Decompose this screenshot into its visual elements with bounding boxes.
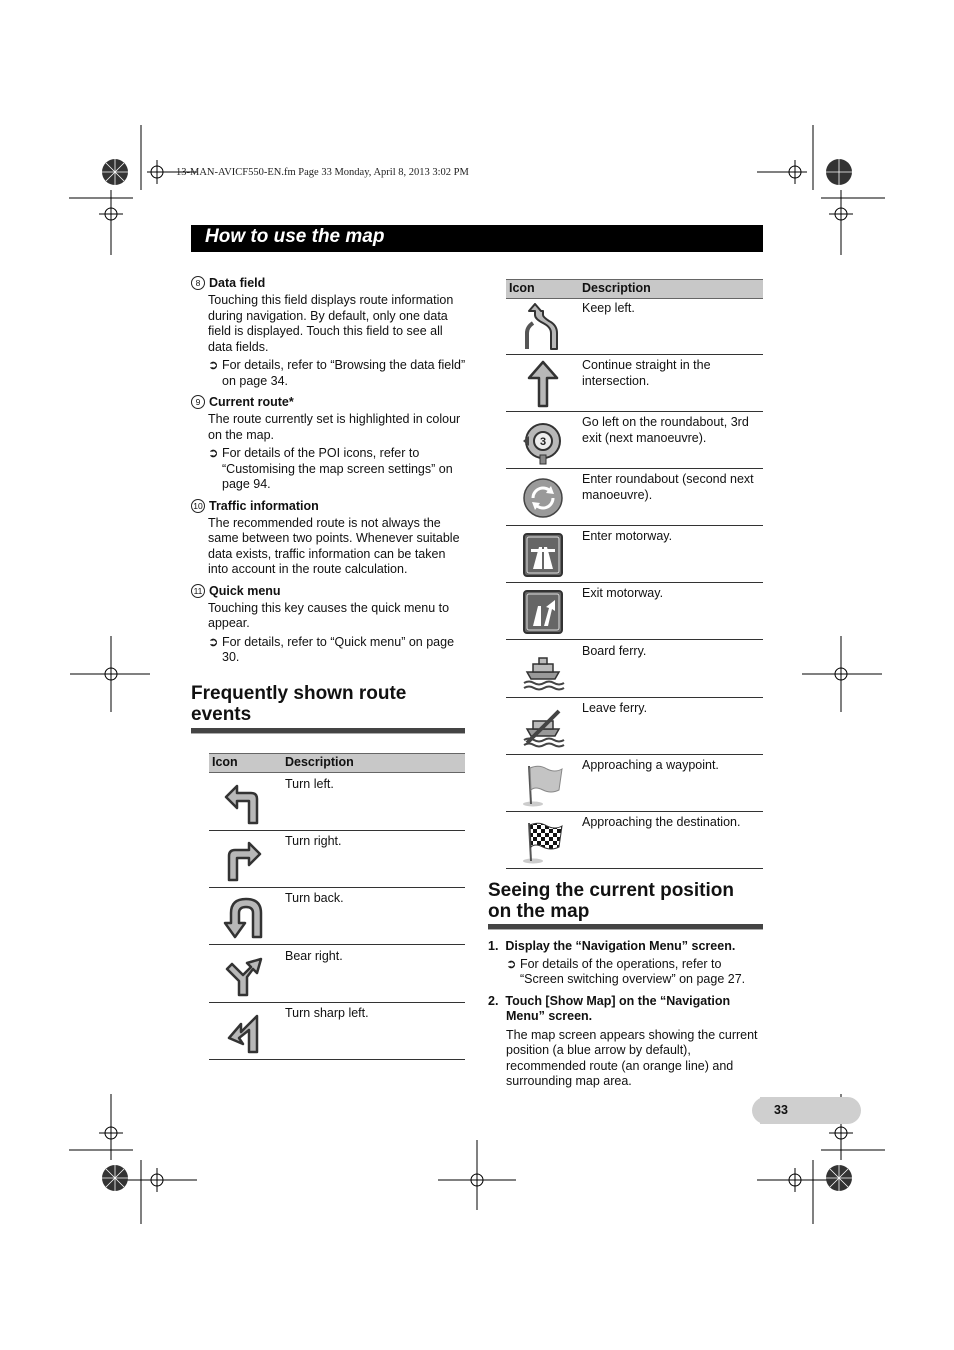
destination-flag-icon bbox=[521, 817, 565, 865]
item-number: 9 bbox=[191, 395, 205, 409]
item-number: 10 bbox=[191, 499, 205, 513]
col-description: Description bbox=[582, 281, 651, 295]
item-number: 11 bbox=[191, 584, 205, 598]
table-row bbox=[506, 526, 763, 582]
table-row bbox=[209, 945, 465, 1002]
col-description: Description bbox=[285, 755, 354, 769]
step-ref: ➲ For details of the operations, refer to “Screen switching overview” on page 27. bbox=[506, 956, 746, 986]
item-quick-menu bbox=[191, 584, 467, 666]
turn-right-icon bbox=[221, 836, 265, 884]
col-icon: Icon bbox=[212, 755, 238, 769]
item-list bbox=[191, 276, 467, 666]
item-text: Touching this field displays route information during navigation. By default, only one data field is displayed. Touch this field to see all data fields. bbox=[208, 293, 454, 354]
row-description: Approaching the destination. bbox=[582, 815, 741, 829]
continue-straight-icon bbox=[521, 360, 565, 408]
row-description: Leave ferry. bbox=[582, 701, 648, 715]
enter-roundabout-icon bbox=[521, 474, 565, 522]
row-description: Go left on the roundabout, 3rd exit (next manoeuvre). bbox=[582, 415, 749, 445]
row-description: Turn back. bbox=[285, 891, 344, 905]
row-description: Bear right. bbox=[285, 949, 343, 963]
steps bbox=[488, 939, 763, 1090]
page-number: 33 bbox=[774, 1103, 788, 1117]
row-description: Turn left. bbox=[285, 777, 334, 791]
table-row bbox=[506, 698, 763, 754]
row-divider bbox=[506, 868, 763, 869]
keep-left-icon bbox=[521, 303, 565, 351]
step-number: 1. bbox=[488, 939, 499, 953]
item-title: Quick menu bbox=[209, 583, 281, 598]
turn-sharp-left-icon bbox=[221, 1008, 265, 1056]
waypoint-flag-icon bbox=[521, 760, 565, 808]
board-ferry-icon bbox=[521, 646, 565, 694]
table-row bbox=[209, 773, 465, 830]
item-traffic-information bbox=[191, 499, 467, 578]
table-row bbox=[506, 469, 763, 525]
heading-rule bbox=[191, 728, 465, 734]
table-row bbox=[506, 355, 763, 411]
item-title: Data field bbox=[209, 276, 266, 290]
ref-arrow-icon: ➲ bbox=[208, 358, 219, 372]
table-row bbox=[506, 583, 763, 639]
leave-ferry-icon bbox=[521, 703, 565, 751]
row-description: Turn sharp left. bbox=[285, 1006, 369, 1020]
table-row bbox=[209, 831, 465, 887]
roundabout-exit-icon bbox=[521, 417, 565, 465]
position-heading: Seeing the current position on the map bbox=[488, 880, 734, 922]
item-current-route bbox=[191, 395, 467, 493]
item-data-field bbox=[191, 276, 467, 389]
events-table bbox=[209, 773, 465, 1060]
events-table-header bbox=[209, 753, 465, 773]
row-description: Exit motorway. bbox=[582, 586, 664, 600]
table-row bbox=[506, 812, 763, 868]
enter-motorway-icon bbox=[521, 531, 565, 579]
item-text: The recommended route is not always the same between two points. Whenever suitable data exists, traffic information can be taken into account in the route calculation. bbox=[208, 515, 460, 576]
row-description: Approaching a waypoint. bbox=[582, 758, 719, 772]
ref-arrow-icon: ➲ bbox=[506, 956, 517, 971]
item-title: Current route* bbox=[209, 395, 294, 409]
icons-table bbox=[506, 298, 763, 869]
step-number: 2. bbox=[488, 993, 499, 1008]
row-description: Keep left. bbox=[582, 301, 635, 315]
ref-arrow-icon: ➲ bbox=[208, 634, 219, 649]
events-heading: Frequently shown route events bbox=[191, 683, 407, 725]
step-text: Display the “Navigation Menu” screen. bbox=[505, 939, 736, 953]
item-ref: ➲ For details, refer to “Quick menu” on page 30. bbox=[208, 634, 455, 664]
turn-left-icon bbox=[221, 779, 265, 827]
item-ref: ➲ For details of the POI icons, refer to “Customising the map screen settings” on page 94. bbox=[208, 446, 453, 491]
step-2 bbox=[488, 994, 763, 1090]
item-text: Touching this key causes the quick menu to appear. bbox=[208, 600, 450, 630]
row-description: Enter roundabout (second next manoeuvre). bbox=[582, 472, 754, 502]
ref-arrow-icon: ➲ bbox=[208, 446, 219, 460]
step-1 bbox=[488, 939, 763, 988]
step-body: The map screen appears showing the current position (a blue arrow by default), recommended route (an orange line) and surrounding map area. bbox=[506, 1027, 758, 1088]
item-ref: ➲ For details, refer to “Browsing the data field” on page 34. bbox=[208, 358, 466, 388]
bear-right-icon bbox=[221, 951, 265, 999]
table-row bbox=[209, 1003, 465, 1059]
step-text: Touch [Show Map] on the “Navigation Menu” screen. bbox=[505, 993, 731, 1023]
table-row bbox=[506, 412, 763, 468]
table-row bbox=[506, 755, 763, 811]
col-icon: Icon bbox=[509, 281, 535, 295]
item-number: 8 bbox=[191, 276, 205, 290]
table-row bbox=[209, 888, 465, 944]
icons-table-header bbox=[506, 279, 763, 299]
file-info: 13-MAN-AVICF550-EN.fm Page 33 Monday, April 8, 2013 3:02 PM bbox=[176, 167, 469, 178]
row-description: Enter motorway. bbox=[582, 529, 673, 543]
row-description: Turn right. bbox=[285, 834, 342, 848]
table-row bbox=[506, 640, 763, 697]
item-title: Traffic information bbox=[209, 498, 319, 513]
section-title-bar bbox=[191, 225, 763, 252]
row-divider bbox=[209, 1059, 465, 1060]
table-row bbox=[506, 298, 763, 354]
turn-back-icon bbox=[221, 893, 265, 941]
section-title: How to use the map bbox=[205, 226, 385, 247]
exit-motorway-icon bbox=[521, 588, 565, 636]
row-description: Board ferry. bbox=[582, 644, 647, 658]
row-description: Continue straight in the intersection. bbox=[582, 358, 711, 388]
heading-rule bbox=[488, 924, 763, 930]
item-text: The route currently set is highlighted in colour on the map. bbox=[208, 412, 461, 442]
roundabout-exit-number: 3 bbox=[539, 436, 547, 448]
